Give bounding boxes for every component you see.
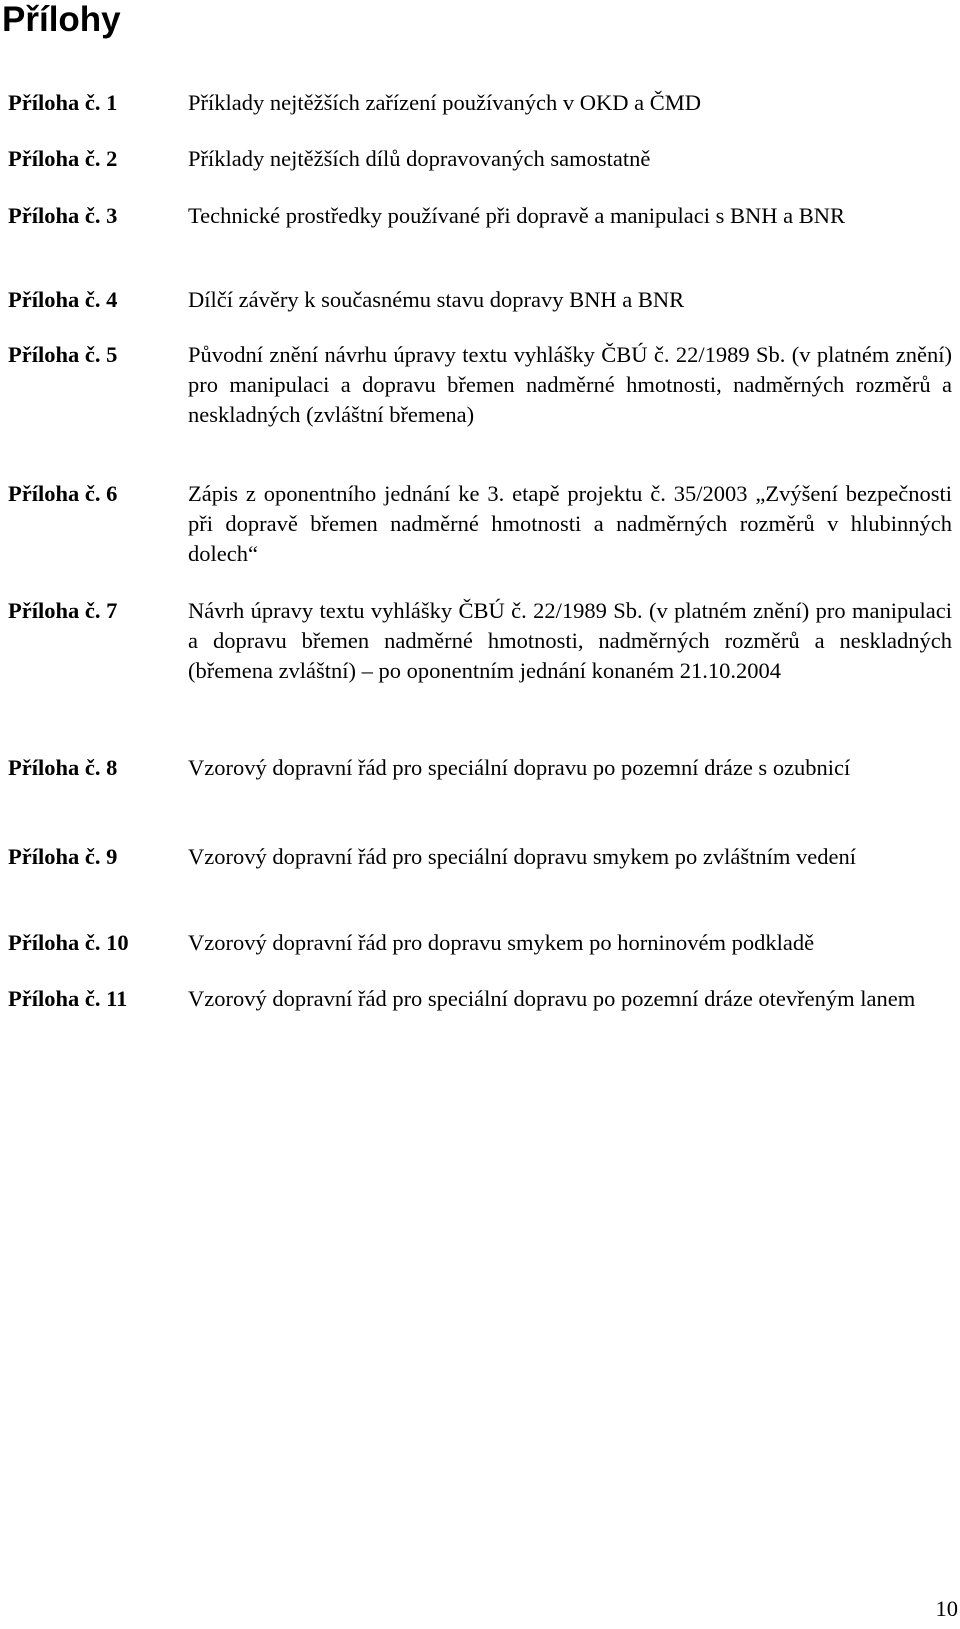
appendix-label: Příloha č. 9: [8, 844, 118, 869]
appendix-description: Vzorový dopravní řád pro speciální dopravu smykem po zvláštním vedení: [188, 844, 856, 869]
appendix-label: Příloha č. 7: [8, 598, 118, 623]
page-number: 10: [935, 1596, 958, 1621]
appendix-label: Příloha č. 10: [8, 930, 129, 955]
appendix-label: Příloha č. 11: [8, 986, 128, 1011]
appendix-description: Dílčí závěry k současnému stavu dopravy BNH a BNR: [188, 287, 685, 312]
appendix-description: Vzorový dopravní řád pro dopravu smykem po horninovém podkladě: [188, 930, 815, 955]
appendix-label: Příloha č. 4: [8, 287, 118, 312]
page-heading: Přílohy: [2, 0, 121, 39]
appendix-label: Příloha č. 6: [8, 481, 118, 506]
appendix-label: Příloha č. 2: [8, 146, 118, 171]
appendix-label: Příloha č. 3: [8, 203, 118, 228]
appendix-label: Příloha č. 5: [8, 342, 118, 367]
appendix-description: Příklady nejtěžších zařízení používaných v OKD a ČMD: [188, 90, 701, 115]
appendix-description: Technické prostředky používané při dopravě a manipulaci s BNH a BNR: [188, 203, 845, 228]
appendix-label: Příloha č. 1: [8, 90, 118, 115]
appendix-description: Příklady nejtěžších dílů dopravovaných samostatně: [188, 146, 651, 171]
appendix-description: Původní znění návrhu úpravy textu vyhlášky ČBÚ č. 22/1989 Sb. (v platném znění) pro manipulaci a dopravu břemen nadměrné hmotnosti, nadměrných rozměrů a neskladných (zvláštní břemena): [188, 342, 952, 427]
appendix-label: Příloha č. 8: [8, 755, 118, 780]
appendix-description: Návrh úpravy textu vyhlášky ČBÚ č. 22/1989 Sb. (v platném znění) pro manipulaci a dopravu břemen nadměrné hmotnosti, nadměrných rozměrů a neskladných (břemena zvláštní) – po oponentním jednání konaném 21.10.2004: [188, 598, 952, 683]
appendix-description: Vzorový dopravní řád pro speciální dopravu po pozemní dráze otevřeným lanem: [188, 986, 916, 1011]
appendix-description: Vzorový dopravní řád pro speciální dopravu po pozemní dráze s ozubnicí: [188, 755, 851, 780]
appendix-description: Zápis z oponentního jednání ke 3. etapě projektu č. 35/2003 „Zvýšení bezpečnosti při dopravě břemen nadměrné hmotnosti a nadměrných rozměrů v hlubinných dolech“: [188, 481, 952, 566]
